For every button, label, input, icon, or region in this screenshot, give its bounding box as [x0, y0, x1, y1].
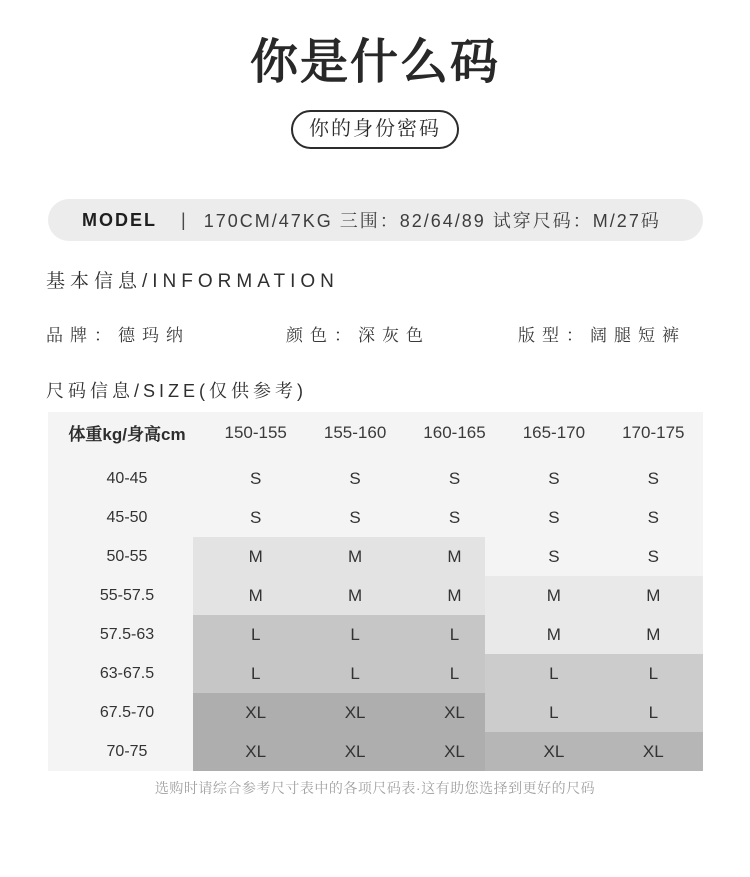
- size-cell: L: [250, 624, 261, 644]
- size-table: [48, 412, 703, 771]
- table-row: [48, 498, 703, 537]
- size-cell: M: [546, 624, 561, 644]
- size-cell: L: [350, 624, 360, 644]
- row-label: 55-57.5: [99, 586, 155, 604]
- row-label: 40-45: [106, 469, 148, 487]
- subtitle-badge: 你的身份密码: [291, 110, 459, 149]
- size-cell: S: [448, 468, 461, 488]
- size-cell: M: [646, 585, 661, 605]
- size-table-footnote: 选购时请综合参考尺寸表中的各项尺码表·这有助您选择到更好的尺码: [154, 780, 596, 796]
- size-cell: XL: [543, 741, 565, 761]
- size-cell: S: [647, 546, 659, 566]
- field-color: 颜色：深灰色: [286, 326, 430, 345]
- size-cell: S: [548, 507, 560, 527]
- table-row: [48, 459, 703, 498]
- model-info-bar: [48, 199, 703, 241]
- page-title: 你是什么码: [249, 36, 500, 89]
- column-header: 155-160: [323, 422, 387, 442]
- size-cell: S: [349, 468, 361, 488]
- table-row: [48, 654, 703, 693]
- model-stats: 170CM/47KG 三围：82/64/89 试穿尺码：M/27码: [203, 211, 661, 231]
- size-cell: XL: [344, 741, 366, 761]
- table-row: [48, 732, 703, 771]
- size-cell: L: [648, 702, 659, 722]
- column-header: 170-175: [622, 422, 685, 442]
- size-cell: L: [449, 624, 460, 644]
- row-label: 50-55: [106, 547, 148, 565]
- size-cell: M: [248, 546, 263, 566]
- size-cell: XL: [444, 702, 465, 722]
- size-cell: L: [549, 702, 559, 722]
- table-row: [48, 615, 703, 654]
- size-info-heading: 尺码信息/SIZE(仅供参考): [46, 381, 307, 401]
- table-row: [48, 693, 703, 732]
- size-cell: M: [348, 546, 363, 566]
- size-cell: M: [447, 546, 462, 566]
- size-cell: S: [647, 468, 659, 488]
- size-cell: XL: [245, 741, 267, 761]
- table-row: [48, 576, 703, 615]
- row-label: 67.5-70: [99, 703, 155, 721]
- size-cell: L: [449, 663, 460, 683]
- size-cell: S: [548, 546, 560, 566]
- model-label: MODEL: [82, 209, 157, 230]
- size-cell: XL: [444, 741, 465, 761]
- row-label: 57.5-63: [99, 625, 155, 643]
- column-header: 160-165: [423, 422, 486, 442]
- row-label: 63-67.5: [99, 664, 155, 682]
- size-table-grid: [48, 412, 703, 771]
- size-cell: M: [248, 585, 263, 605]
- size-cell: XL: [245, 702, 267, 722]
- row-label: 70-75: [106, 742, 148, 760]
- size-cell: S: [647, 507, 659, 527]
- table-row: [48, 537, 703, 576]
- size-cell: L: [250, 663, 261, 683]
- field-brand: 品牌：德玛纳: [46, 326, 190, 345]
- size-table-rows: [48, 459, 703, 771]
- size-cell: L: [648, 663, 659, 683]
- table-corner-header: 体重kg/身高cm: [68, 425, 186, 444]
- row-label: 45-50: [106, 508, 148, 526]
- size-cell: S: [250, 507, 262, 527]
- size-cell: S: [448, 507, 461, 527]
- size-cell: XL: [642, 741, 664, 761]
- column-header: 150-155: [224, 422, 287, 442]
- field-fit-type: 版型：阔腿短裤: [518, 326, 686, 345]
- size-table-header-row: [48, 412, 703, 459]
- size-cell: L: [549, 663, 559, 683]
- size-cell: S: [250, 468, 262, 488]
- size-cell: S: [349, 507, 361, 527]
- size-cell: M: [447, 585, 462, 605]
- size-cell: L: [350, 663, 360, 683]
- basic-info-heading: 基本信息/INFORMATION: [46, 271, 339, 292]
- size-cell: M: [546, 585, 561, 605]
- column-header: 165-170: [522, 422, 586, 442]
- size-cell: M: [646, 624, 661, 644]
- size-cell: M: [348, 585, 363, 605]
- model-separator: |: [181, 209, 188, 230]
- size-cell: S: [548, 468, 560, 488]
- size-cell: XL: [344, 702, 366, 722]
